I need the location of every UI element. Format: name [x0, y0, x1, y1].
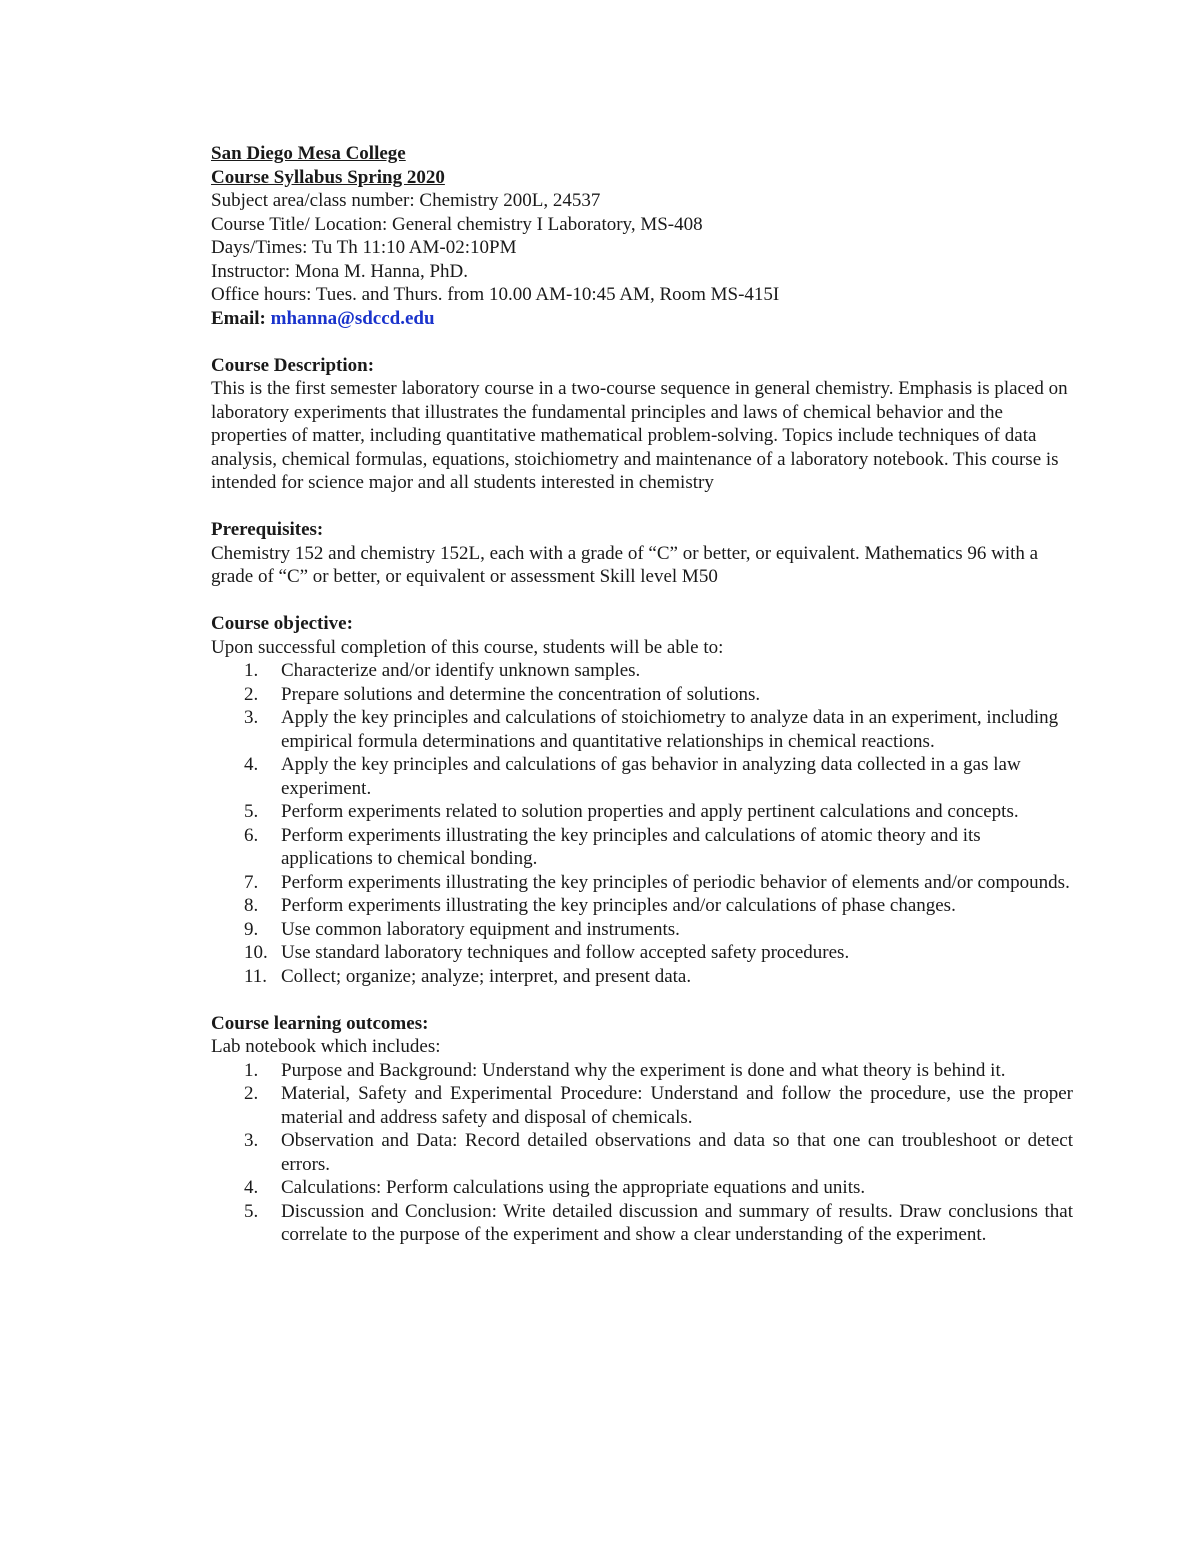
list-item: 8. Perform experiments illustrating the key principles and/or calculations of phase changes.	[244, 895, 956, 916]
objective-heading: Course objective:	[211, 613, 353, 634]
list-item: 2. Material, Safety and Experimental Procedure: Understand and follow the procedure, use the proper material and address safety and disposal of chemicals.	[244, 1083, 1073, 1128]
office-hours-line: Office hours: Tues. and Thurs. from 10.00 AM-10:45 AM, Room MS-415I	[211, 284, 780, 305]
objective-list	[211, 659, 1073, 988]
subject-line: Subject area/class number: Chemistry 200L, 24537	[211, 190, 601, 211]
email-link[interactable]: mhanna@sdccd.edu	[270, 307, 435, 329]
list-item: 10. Use standard laboratory techniques and follow accepted safety procedures.	[244, 942, 850, 963]
syllabus-title: Course Syllabus Spring 2020	[211, 166, 445, 188]
outcomes-heading: Course learning outcomes:	[211, 1012, 429, 1034]
list-item: 9. Use common laboratory equipment and instruments.	[244, 918, 680, 940]
list-item: 6. Perform experiments illustrating the key principles and calculations of atomic theory and its applications to chemical bonding.	[244, 824, 981, 869]
syllabus-page	[211, 142, 1073, 1247]
list-item: 11. Collect; organize; analyze; interpret, and present data.	[244, 965, 692, 987]
list-item: 4. Apply the key principles and calculations of gas behavior in analyzing data collected in a gas law experiment.	[244, 754, 1021, 799]
list-item: 3. Observation and Data: Record detailed observations and data so that one can troubleshoot or detect errors.	[244, 1130, 1073, 1175]
outcomes-intro: Lab notebook which includes:	[211, 1036, 441, 1057]
list-item: 7. Perform experiments illustrating the key principles of periodic behavior of elements and/or compounds.	[244, 871, 1070, 893]
course-title-line: Course Title/ Location: General chemistry I Laboratory, MS-408	[211, 213, 703, 235]
list-item: 3. Apply the key principles and calculations of stoichiometry to analyze data in an experiment, including empirical formula determinations and quantitative relationships in chemical reactions.	[244, 707, 1059, 752]
instructor-line: Instructor: Mona M. Hanna, PhD.	[211, 260, 468, 282]
email-line	[211, 307, 1073, 331]
list-item: 4. Calculations: Perform calculations using the appropriate equations and units.	[244, 1177, 866, 1198]
outcomes-list	[211, 1059, 1073, 1247]
prerequisites-heading: Prerequisites:	[211, 519, 324, 540]
objective-intro: Upon successful completion of this course, students will be able to:	[211, 636, 724, 658]
description-heading: Course Description:	[211, 354, 375, 376]
list-item: 1. Purpose and Background: Understand why the experiment is done and what theory is behind it.	[244, 1059, 1006, 1081]
email-label: Email:	[211, 307, 266, 329]
list-item: 1. Characterize and/or identify unknown samples.	[244, 660, 641, 681]
list-item: 5. Perform experiments related to solution properties and apply pertinent calculations and concepts.	[244, 801, 1019, 822]
prerequisites-text: Chemistry 152 and chemistry 152L, each with a grade of “C” or better, or equivalent. Mathematics 96 with a grade of “C” or better, or equivalent or assessment Skill level M50	[211, 542, 1039, 587]
days-times-line: Days/Times: Tu Th 11:10 AM-02:10PM	[211, 237, 517, 258]
college-name: San Diego Mesa College	[211, 143, 406, 164]
list-item: 5. Discussion and Conclusion: Write detailed discussion and summary of results. Draw conclusions that correlate to the purpose of the experiment and show a clear understanding of the experiment.	[244, 1200, 1073, 1245]
list-item: 2. Prepare solutions and determine the concentration of solutions.	[244, 683, 761, 705]
description-text: This is the first semester laboratory course in a two-course sequence in general chemistry. Emphasis is placed on laboratory experiments that illustrates the fundamental principles and laws of chemical behavior and the properties of matter, including quantitative mathematical problem-solving. Topics include techniques of data analysis, chemical formulas, equations, stoichiometry and maintenance of a laboratory notebook. This course is intended for science major and all students interested in chemistry	[211, 378, 1068, 493]
